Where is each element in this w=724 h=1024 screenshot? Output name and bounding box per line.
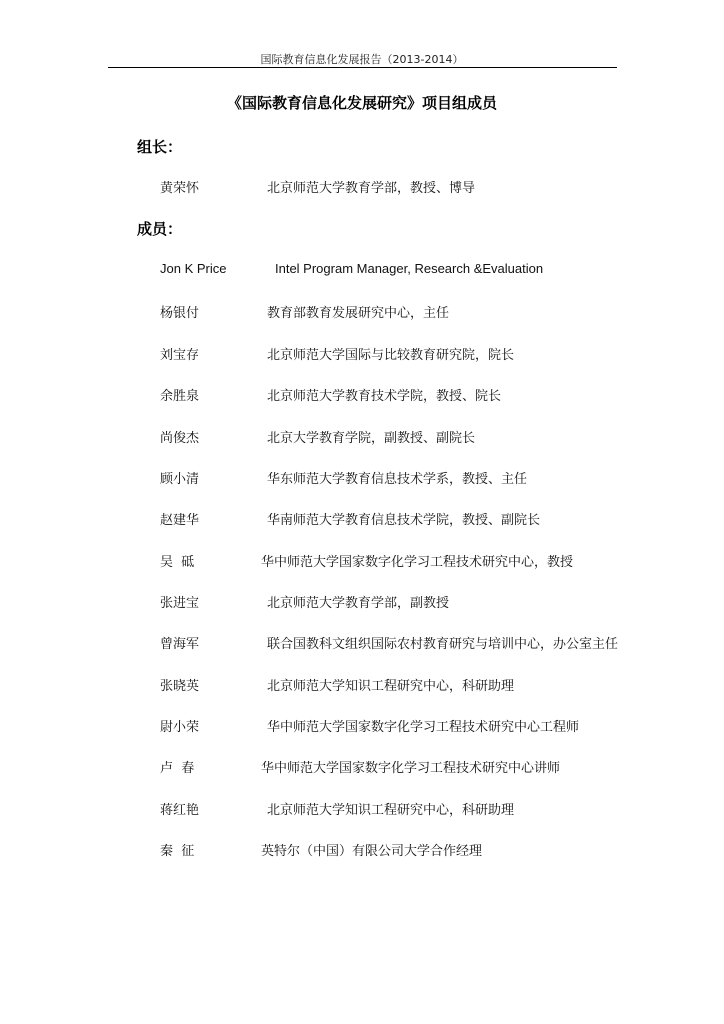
member-name: 尚俊杰 <box>160 431 200 446</box>
member-role: 英特尔（中国）有限公司大学合作经理 <box>261 844 483 859</box>
member-row <box>0 840 724 860</box>
header-rule <box>108 67 617 68</box>
member-row <box>0 633 724 653</box>
leader-role: 北京师范大学教育学部，教授、博导 <box>267 181 476 196</box>
member-row <box>0 468 724 488</box>
member-role: Intel Program Manager, Research &Evaluation <box>275 261 544 276</box>
member-name: 余胜泉 <box>160 389 200 404</box>
member-role: 华南师范大学教育信息技术学院，教授、副院长 <box>267 513 541 528</box>
member-name: 蒋红艳 <box>160 803 200 818</box>
member-name: 尉小荣 <box>160 720 200 735</box>
member-role: 华中师范大学国家数字化学习工程技术研究中心讲师 <box>261 761 561 776</box>
member-row <box>0 716 724 736</box>
member-row <box>0 344 724 364</box>
member-row <box>0 757 724 777</box>
member-name: 张进宝 <box>160 596 200 611</box>
member-name: 张晓英 <box>160 679 200 694</box>
member-row <box>0 302 724 322</box>
member-row <box>0 675 724 695</box>
running-header: 国际教育信息化发展报告（2013-2014） <box>260 53 464 66</box>
member-row <box>0 551 724 571</box>
member-role: 北京大学教育学院，副教授、副院长 <box>267 431 476 446</box>
member-name: 顾小清 <box>160 472 200 487</box>
member-row <box>0 509 724 529</box>
member-row <box>0 261 724 281</box>
leader-heading: 组长： <box>137 138 183 156</box>
member-name: 秦 征 <box>160 844 195 859</box>
leader-name: 黄荣怀 <box>160 181 200 196</box>
member-role: 教育部教育发展研究中心，主任 <box>267 306 450 321</box>
member-role: 北京师范大学知识工程研究中心，科研助理 <box>267 803 515 818</box>
member-role: 北京师范大学知识工程研究中心，科研助理 <box>267 679 515 694</box>
member-role: 北京师范大学国际与比较教育研究院，院长 <box>267 348 515 363</box>
member-name: 曾海军 <box>160 637 200 652</box>
member-role: 华东师范大学教育信息技术学系，教授、主任 <box>267 472 528 487</box>
members-heading: 成员： <box>137 220 183 238</box>
member-row <box>0 592 724 612</box>
member-row <box>0 427 724 447</box>
member-row <box>0 799 724 819</box>
member-name: 吴 砥 <box>160 555 195 570</box>
member-role: 华中师范大学国家数字化学习工程技术研究中心，教授 <box>261 555 574 570</box>
member-row <box>0 385 724 405</box>
member-name: 杨银付 <box>160 306 200 321</box>
member-role: 北京师范大学教育学部，副教授 <box>267 596 450 611</box>
member-role: 联合国教科文组织国际农村教育研究与培训中心，办公室主任 <box>267 637 619 652</box>
member-name: 赵建华 <box>160 513 200 528</box>
member-role: 华中师范大学国家数字化学习工程技术研究中心工程师 <box>267 720 580 735</box>
member-name: Jon K Price <box>160 261 227 276</box>
page-title: 《国际教育信息化发展研究》项目组成员 <box>226 94 497 112</box>
member-role: 北京师范大学教育技术学院，教授、院长 <box>267 389 502 404</box>
member-name: 刘宝存 <box>160 348 200 363</box>
member-name: 卢 春 <box>160 761 195 776</box>
